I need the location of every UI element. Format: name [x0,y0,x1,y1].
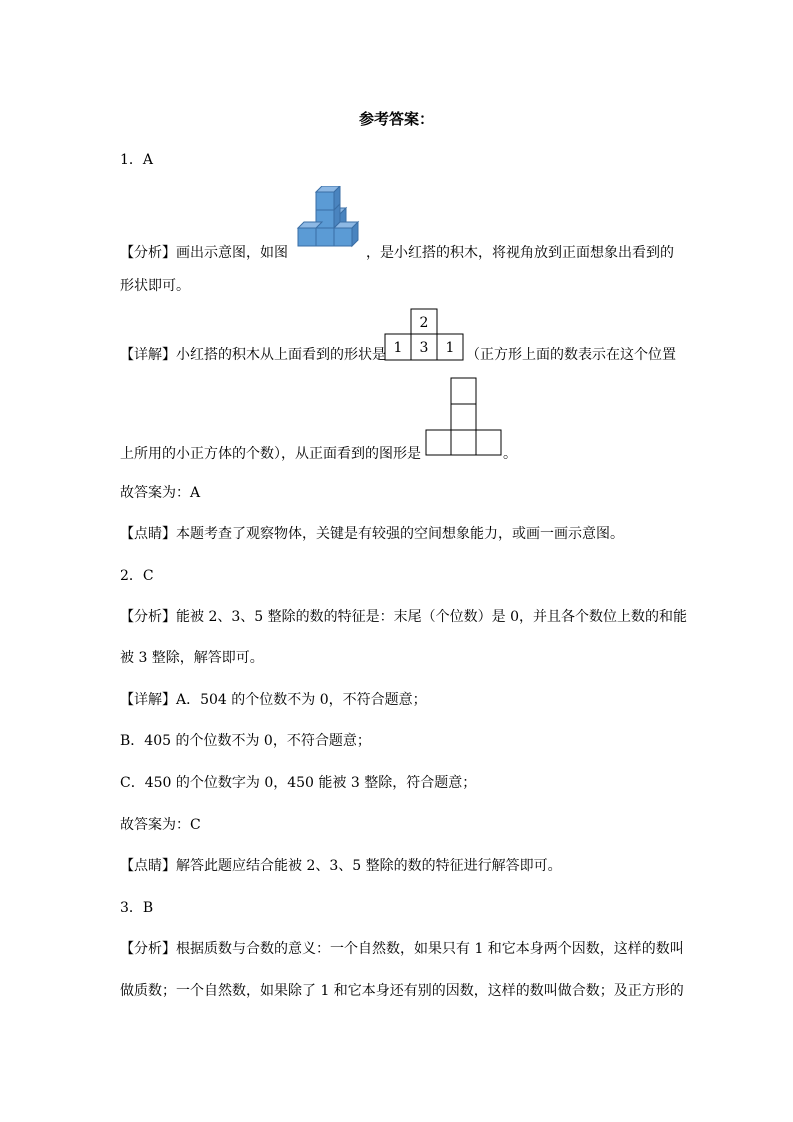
q3-analysis-line2: 做质数；一个自然数，如果除了 1 和它本身还有别的因数，这样的数叫做合数；及正方形的 [120,983,684,999]
q1-detail-prefix: 【详解】小红搭的积木从上面看到的形状是 [120,347,386,363]
q2-number: 2．C [120,568,154,584]
q1-analysis-line2: 形状即可。 [120,278,190,294]
q2-comment: 【点睛】解答此题应结合能被 2、3、5 整除的数的特征进行解答即可。 [120,858,562,874]
q1-analysis-prefix: 【分析】画出示意图，如图 [120,245,288,261]
top-view-number-top: 2 [419,315,429,331]
q1-detail-line2 [120,444,517,464]
q1-detail-line1 [120,345,676,365]
q2-analysis-line1: 【分析】能被 2、3、5 整除的数的特征是：末尾（个位数）是 0，并且各个数位上数的和能 [120,609,687,625]
q1-answer: 故答案为：A [120,485,201,501]
q2-answer: 故答案为：C [120,817,201,833]
q1-analysis-suffix: ，是小红搭的积木，将视角放到正面想象出看到的 [366,245,674,261]
q1-analysis-line1 [120,243,674,263]
q1-detail-suffix: （正方形上面的数表示在这个位置 [466,347,676,363]
cube-stack-figure [296,186,360,256]
top-view-number-left: 1 [393,340,403,356]
q2-detail-c: C．450 的个位数字为 0，450 能被 3 整除，符合题意； [120,775,477,791]
q1-detail-front-text: 上所用的小正方体的个数），从正面看到的图形是 [120,446,421,462]
top-view-number-middle: 3 [419,340,429,356]
top-view-number-right: 1 [445,340,455,356]
q1-number: 1．A [120,152,154,168]
page-title: 参考答案： [358,110,434,128]
q1-comment: 【点睛】本题考查了观察物体，关键是有较强的空间想象能力，或画一画示意图。 [120,526,624,542]
q2-analysis-line2: 被 3 整除，解答即可。 [120,650,264,666]
q2-detail-b: B．405 的个位数不为 0，不符合题意； [120,733,371,749]
q3-number: 3．B [120,900,154,916]
q3-analysis-line1: 【分析】根据质数与合数的意义：一个自然数，如果只有 1 和它本身两个因数，这样的数叫 [120,941,684,957]
q1-detail-end: 。 [503,446,517,462]
q2-detail-a: 【详解】A．504 的个位数不为 0，不符合题意； [120,692,427,708]
